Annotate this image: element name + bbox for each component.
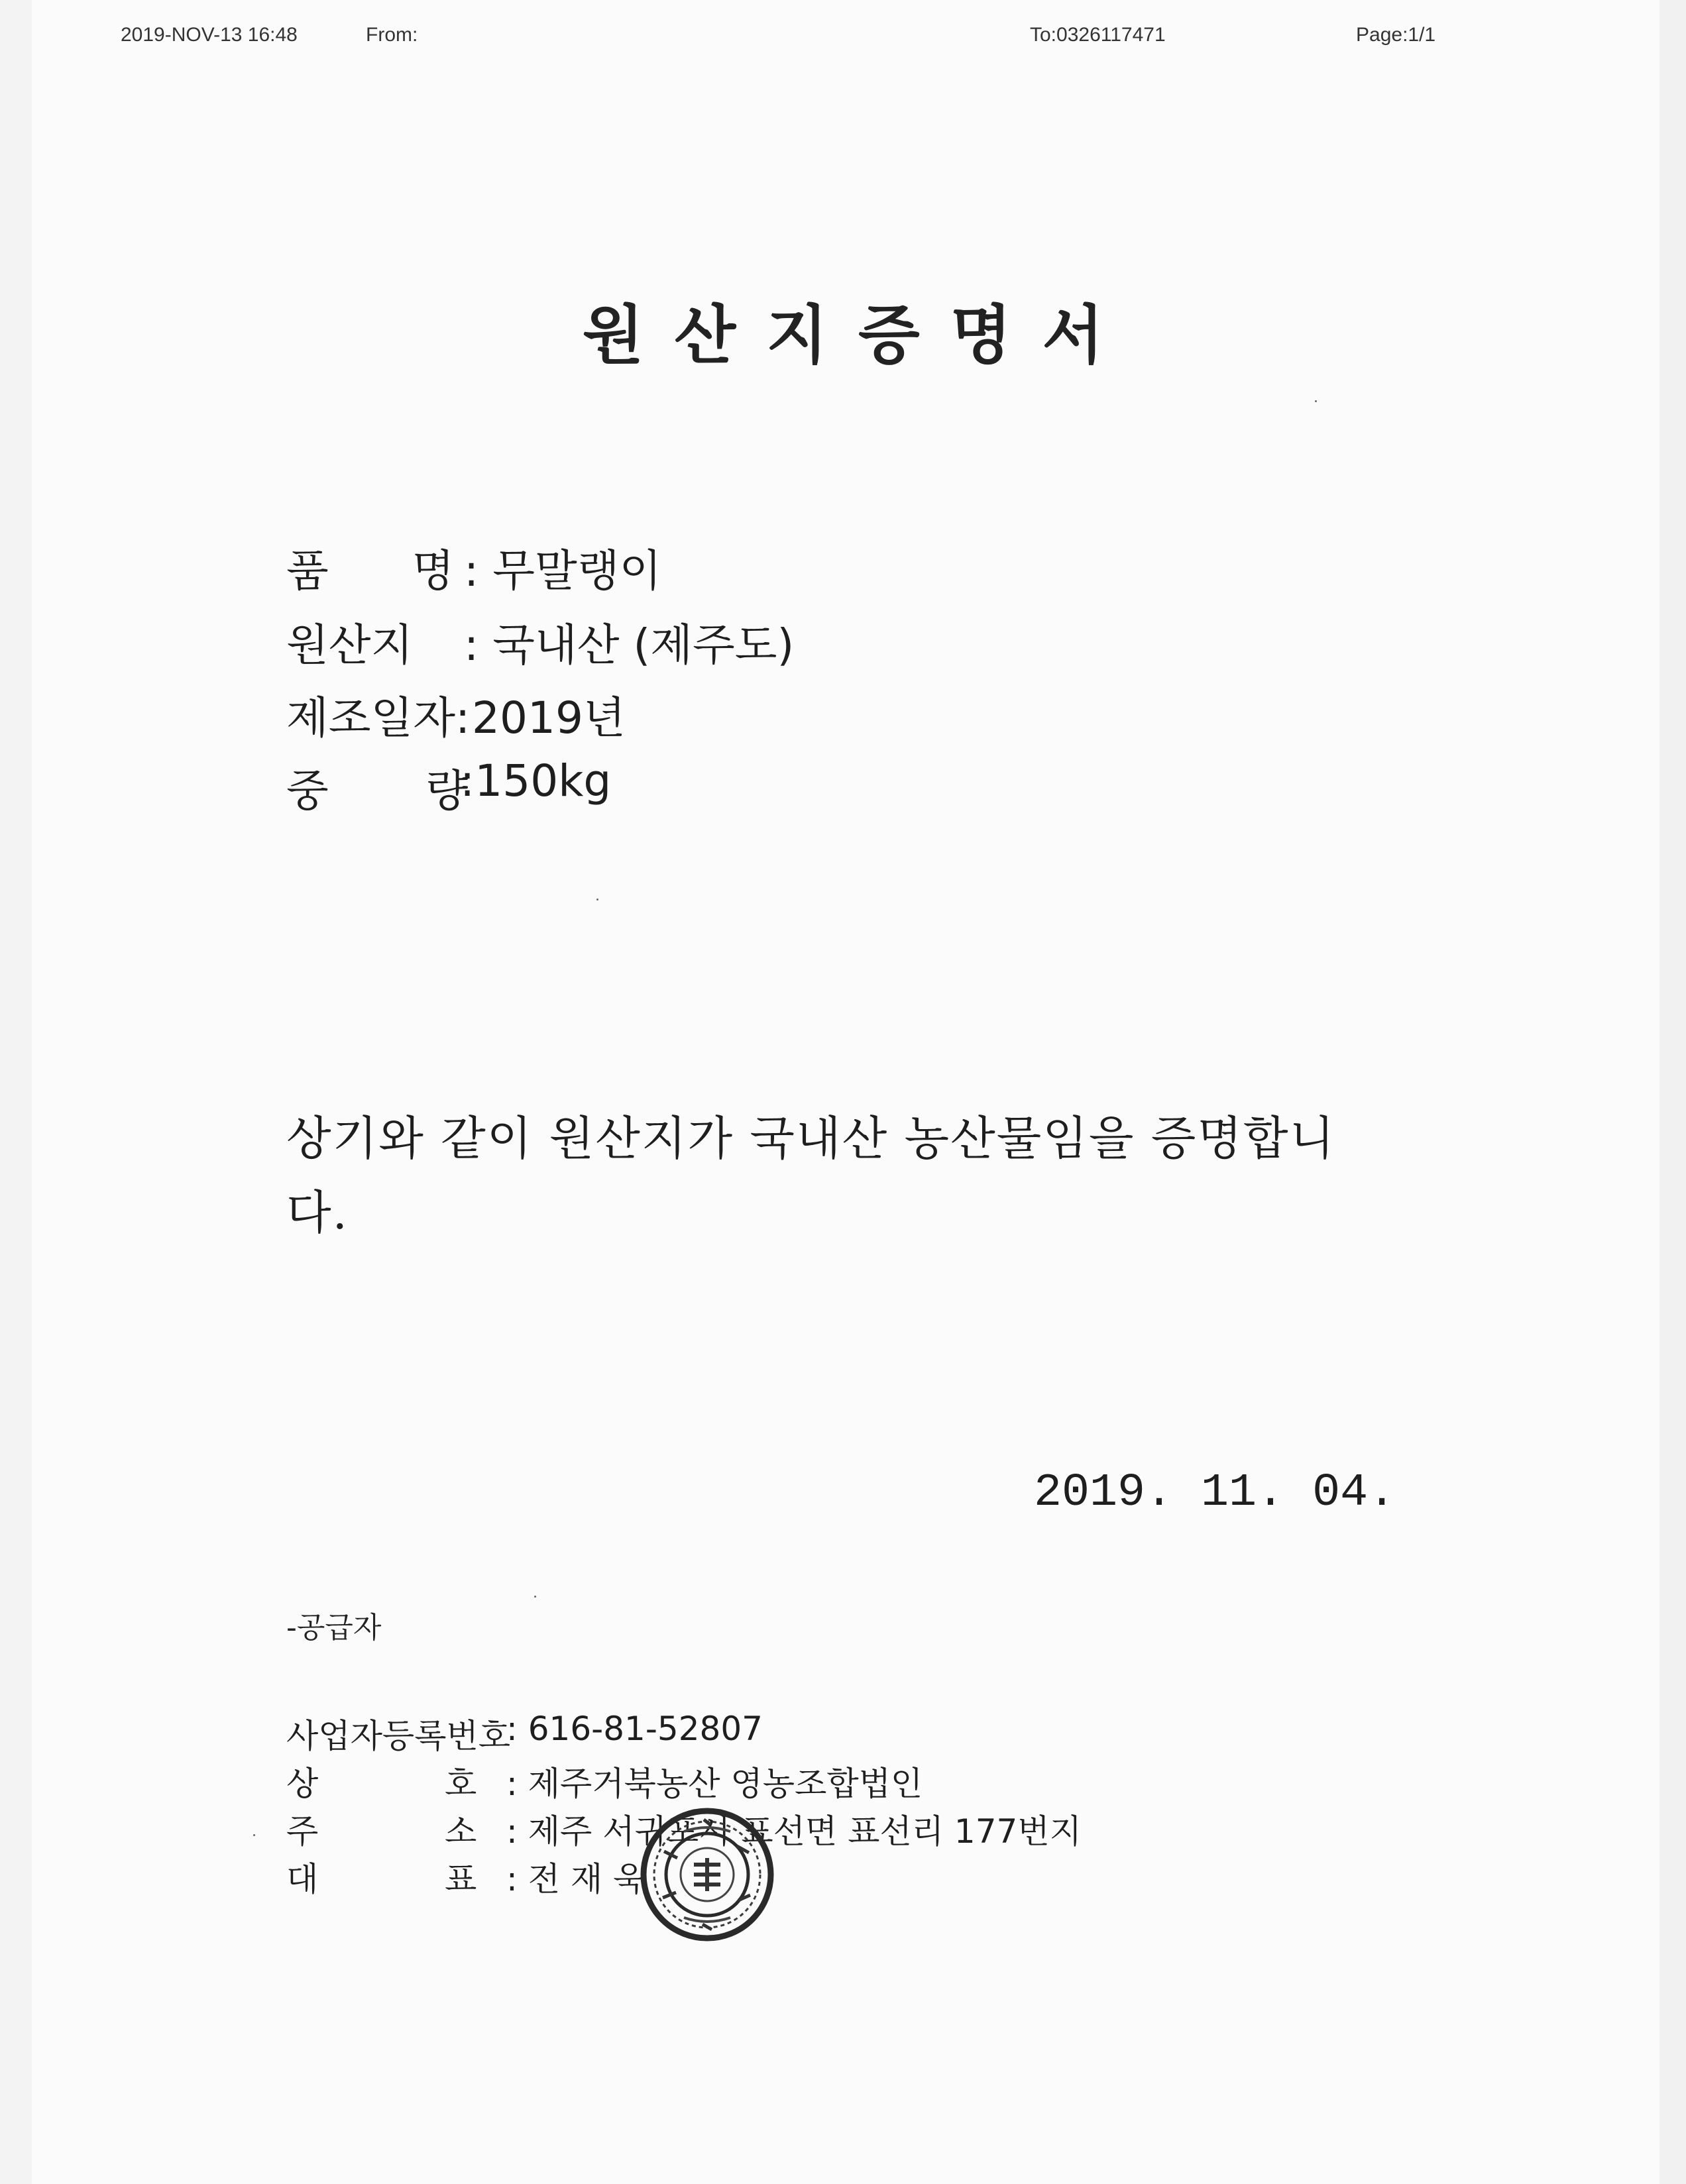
supplier-value: : 제주거북농산 영농조합법인 [506, 1765, 923, 1803]
fax-page: Page:1/1 [1356, 24, 1436, 46]
supplier-label: 대 표 [286, 1860, 477, 1898]
supplier-value: : 616-81-52807 [506, 1710, 763, 1748]
scan-speck [1315, 400, 1317, 402]
supplier-row-address [286, 1805, 1413, 1851]
item-label: 제조일자: [286, 692, 471, 743]
fax-from: From: [366, 24, 418, 46]
supplier-label: 주 소 [286, 1812, 477, 1851]
scan-speck [534, 1596, 536, 1598]
supplier-label: 사업자등록번호 [286, 1717, 511, 1755]
supplier-row-company-name [286, 1757, 1413, 1804]
scan-speck [596, 899, 598, 901]
item-value: :150kg [460, 755, 612, 806]
supplier-label: 상 호 [286, 1765, 477, 1803]
supplier-heading: -공급자 [286, 1611, 382, 1645]
item-value: 2019년 [472, 692, 626, 743]
fax-to: To:0326117471 [1030, 24, 1166, 46]
item-value: : 국내산 (제주도) [464, 620, 795, 671]
fax-header [0, 24, 1686, 57]
item-label: 품 명 [286, 545, 455, 596]
company-seal-stamp [638, 1805, 777, 1944]
issue-date: 2019. 11. 04. [1034, 1467, 1396, 1519]
document-title: 원산지증명서 [582, 298, 1135, 372]
fax-datetime: 2019-NOV-13 16:48 [121, 24, 298, 46]
supplier-row-representative [286, 1853, 1413, 1899]
item-label: 중 량 [286, 765, 469, 816]
supplier-value: : 전 재 욱 [506, 1860, 646, 1898]
item-value: : 무말랭이 [464, 545, 662, 596]
item-label: 원산지 [286, 620, 414, 671]
supplier-row-business-number [286, 1710, 1413, 1756]
scan-speck [253, 1834, 255, 1836]
supplier-value: : 제주 서귀포시 표선면 표선리 177번지 [506, 1812, 1082, 1851]
certification-statement: 상기와 같이 원산지가 국내산 농산물임을 증명합니다. [286, 1111, 1336, 1240]
